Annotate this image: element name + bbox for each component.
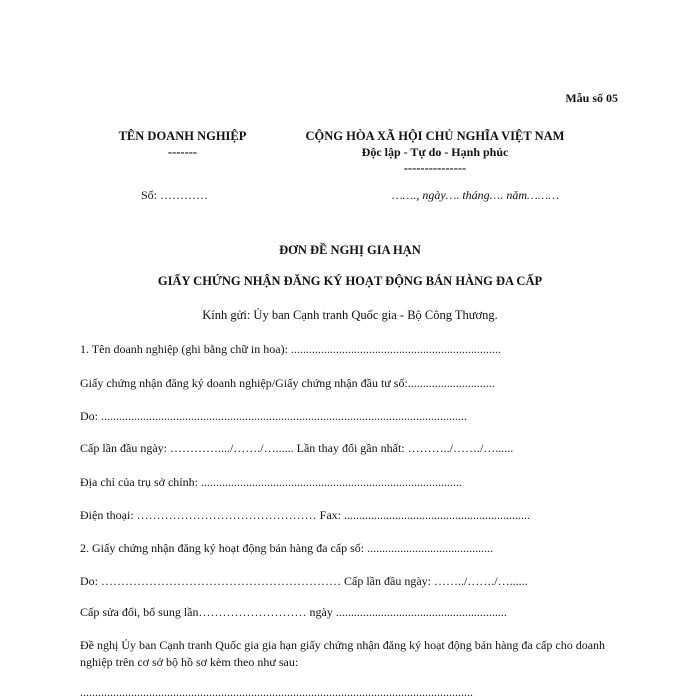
- field-phone-fax: Điện thoại: ……………………………………… Fax: ..............................................................: [80, 508, 530, 522]
- field-mlm-issued-by: Do: …………………………………………………… Cấp lần đầu ngày: ……../……./…......: [80, 574, 528, 588]
- document-subtitle: GIẤY CHỨNG NHẬN ĐĂNG KÝ HOẠT ĐỘNG BÁN HÀNG ĐA CẤP: [157, 274, 543, 288]
- motto: Độc lập - Tự do - Hạnh phúc: [361, 145, 509, 159]
- company-dash: -------: [167, 145, 198, 159]
- republic-block: [280, 128, 590, 176]
- motto-dash: ---------------: [403, 161, 467, 175]
- document-date: ……., ngày…. tháng…. năm………: [392, 188, 560, 202]
- trailing-dotted-line: ...................................................................................................................................: [80, 685, 473, 699]
- field-issue-dates: Cấp lần đầu ngày: …………..../……./…...... Lần thay đổi gần nhất: ………../……./…......: [80, 441, 514, 455]
- company-block: [100, 128, 265, 160]
- republic-name: CỘNG HÒA XÃ HỘI CHỦ NGHĨA VIỆT NAM: [305, 129, 565, 143]
- field-company-name: 1. Tên doanh nghiệp (ghi bằng chữ in hoa): ......................................................................: [80, 342, 501, 356]
- field-business-certificate: Giấy chứng nhận đăng ký doanh nghiệp/Giấy chứng nhận đầu tư số:.............................: [80, 376, 495, 390]
- field-head-office-address: Địa chỉ của trụ sở chính: .......................................................................................: [80, 475, 462, 489]
- request-paragraph: Đề nghị Ủy ban Cạnh tranh Quốc gia gia hạn giấy chứng nhận đăng ký hoạt động bán hàng đa cấp cho doanh nghiệp trên cơ sở bộ hồ sơ kèm theo như sau:: [80, 638, 606, 669]
- field-mlm-certificate: 2. Giấy chứng nhận đăng ký hoạt động bán hàng đa cấp số: ..........................................: [80, 541, 494, 555]
- field-amendment: Cấp sửa đổi, bổ sung lần……………………… ngày .........................................................: [80, 605, 507, 619]
- company-name: TÊN DOANH NGHIỆP: [118, 129, 247, 143]
- field-issued-by: Do: ..........................................................................................................................: [80, 409, 467, 423]
- document-number: Số: …………: [141, 188, 209, 202]
- addressee-line: Kính gửi: Ủy ban Cạnh tranh Quốc gia - Bộ Công Thương.: [202, 308, 498, 322]
- form-code: Mẫu số 05: [565, 91, 618, 105]
- document-title: ĐƠN ĐỀ NGHỊ GIA HẠN: [279, 243, 421, 257]
